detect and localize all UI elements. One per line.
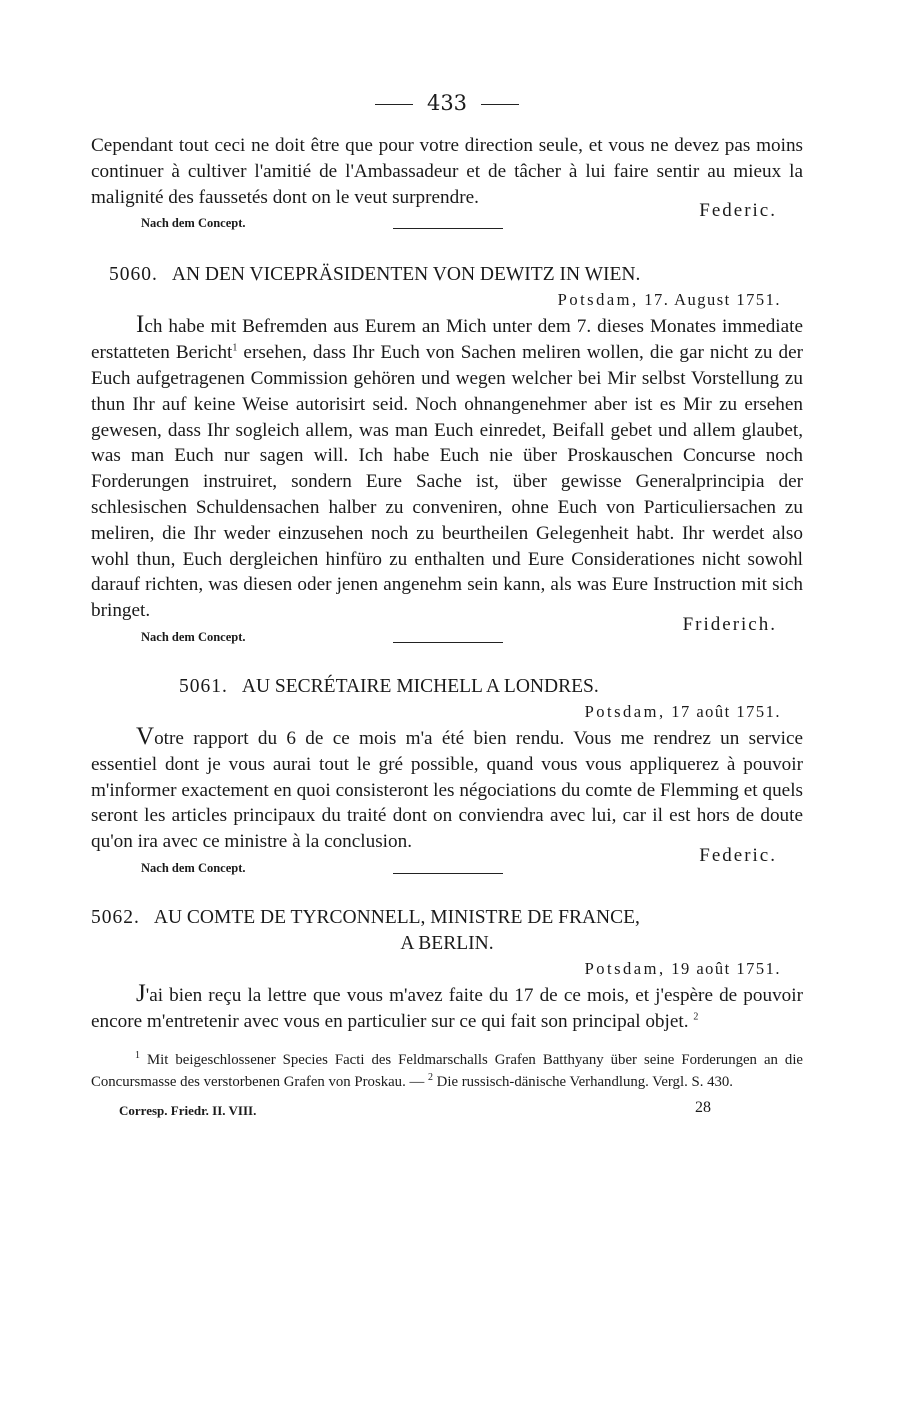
letter-paragraph [91, 981, 803, 1035]
header-dash-left [375, 104, 413, 105]
continuation-paragraph: Cependant tout ceci ne doit être que pour votre direction seule, et vous ne devez pas moins continuer à cultiver l'amitié de l'Ambassadeur et de tâcher à lui faire sentir au mieux la malignité des faussetés dont on le veut surprendre. [91, 135, 803, 208]
signature: Friderich. [682, 613, 777, 635]
dateline [91, 700, 803, 724]
signature-mark: 28 [695, 1098, 711, 1116]
source-note: Nach dem Concept. [141, 216, 246, 231]
signature-row [91, 844, 803, 877]
section-divider [393, 873, 503, 874]
paragraph-part: ersehen, dass Ihr Euch von Sachen meliren wollen, die gar nicht zu der Euch aufgetragenen Commission gehören und wegen welcher bei Mir selbst Vorstellung zu thun Ihr auf keine Weise autorisirt seid. Noch ohnangenehmer aber ist es Mir zu ersehen gewesen, dass Ihr sogleich allem, was man Euch einredet, Beifall gebet und allem glaubet, was man Euch nur sagen will. Ich habe Euch nie über Proskauschen Concurse noch Forderungen instruiret, sondern Eure Sache ist, über gewisse Generalprincipia der schlesischen Schuldensachen halber zu conveniren, ohne Euch von Particuliersachen zu meliren, die Ihr weder einzusehen noch zu beurtheilen Gelegenheit habt. Ihr werdet also wohl thun, Euch dergleichen hinfüro zu enthalten und Eure Considerationes nicht sowohl darauf richten, was diesen oder jenen angenehm sein kann, als was Eure Instruction mit sich bringet. [91, 342, 803, 622]
letter-number: 5061. [179, 675, 228, 697]
footnote-text: Mit beigeschlossener Species Facti des Feldmarschalls Grafen Batthyany über seine Forderungen an die Concursmasse des verstorbenen Grafen von Proskau. — [91, 1051, 803, 1090]
footnotes [91, 1049, 803, 1093]
footnote-mark: 2 [427, 1071, 433, 1083]
document-page [91, 88, 803, 1123]
footnote-1 [91, 1049, 803, 1093]
dateline [91, 288, 803, 312]
date: 17 août 1751. [671, 701, 781, 721]
paragraph-text: otre rapport du 6 de ce mois m'a été bien rendu. Vous me rendrez un service essentiel dont je vous aurai tout le gré possible, quand vous vous appliquerez à pouvoir m'informer exactement en quoi consisteront les négociations du comte de Flemming et quels seront les articles principaux du traité dont on conviendra avec lui, car il est hors de doute qu'on ira avec ce ministre à la conclusion. [91, 727, 803, 853]
header-dash-right [481, 104, 519, 105]
page-footer [91, 1099, 803, 1123]
signature: Federic. [699, 200, 777, 222]
volume-reference: Corresp. Friedr. II. VIII. [119, 1102, 257, 1118]
section-divider [393, 228, 503, 229]
signature: Federic. [699, 844, 777, 866]
page-number: 433 [426, 91, 468, 115]
signature-row [91, 200, 803, 232]
letter-paragraph [91, 724, 803, 855]
date: 17. August 1751. [644, 290, 781, 310]
signature-row [91, 613, 803, 646]
letter-title: AU COMTE DE TYRCONNELL, MINISTRE DE FRANCE, [153, 906, 640, 928]
letter-heading [91, 905, 803, 931]
footnote-ref: 1 [232, 342, 238, 354]
source-note: Nach dem Concept. [141, 860, 246, 875]
paragraph-part: ch habe mit Befremden aus Eurem an Mich unter dem 7. dieses Monates immediate erstatteten Bericht [91, 316, 803, 364]
letter-number: 5060. [109, 264, 158, 286]
paragraph-text: 'ai bien reçu la lettre que vous m'avez faite du 17 de ce mois, et j'espère de pouvoir encore m'entretenir avec vous en particulier sur ce qui fait son principal objet. [91, 984, 803, 1032]
footnote-ref: 2 [693, 1011, 699, 1023]
letter-paragraph [91, 312, 803, 624]
place: Potsdam, [584, 958, 666, 978]
place: Potsdam, [557, 290, 639, 310]
source-note: Nach dem Concept. [141, 629, 246, 644]
footnote-mark: 1 [135, 1049, 140, 1061]
letter-number: 5062. [91, 906, 140, 928]
letter-title: AU SECRÉTAIRE MICHELL A LONDRES. [241, 675, 599, 697]
initial-letter: V [136, 722, 155, 750]
letter-title-line2: A BERLIN. [400, 932, 494, 954]
initial-letter: I [136, 311, 145, 339]
place: Potsdam, [584, 701, 666, 721]
letter-heading [91, 262, 803, 288]
page-header [91, 88, 803, 118]
footnote-text: Die russisch-dänische Verhandlung. Vergl. S. 430. [436, 1073, 733, 1090]
date: 19 août 1751. [671, 958, 781, 978]
letter-heading-line2 [91, 931, 803, 957]
letter-title: AN DEN VICEPRÄSIDENTEN VON DEWITZ IN WIEN. [171, 264, 641, 286]
letter-heading [91, 674, 803, 700]
initial-letter: J [136, 979, 146, 1007]
section-divider [393, 642, 503, 643]
dateline [91, 957, 803, 981]
